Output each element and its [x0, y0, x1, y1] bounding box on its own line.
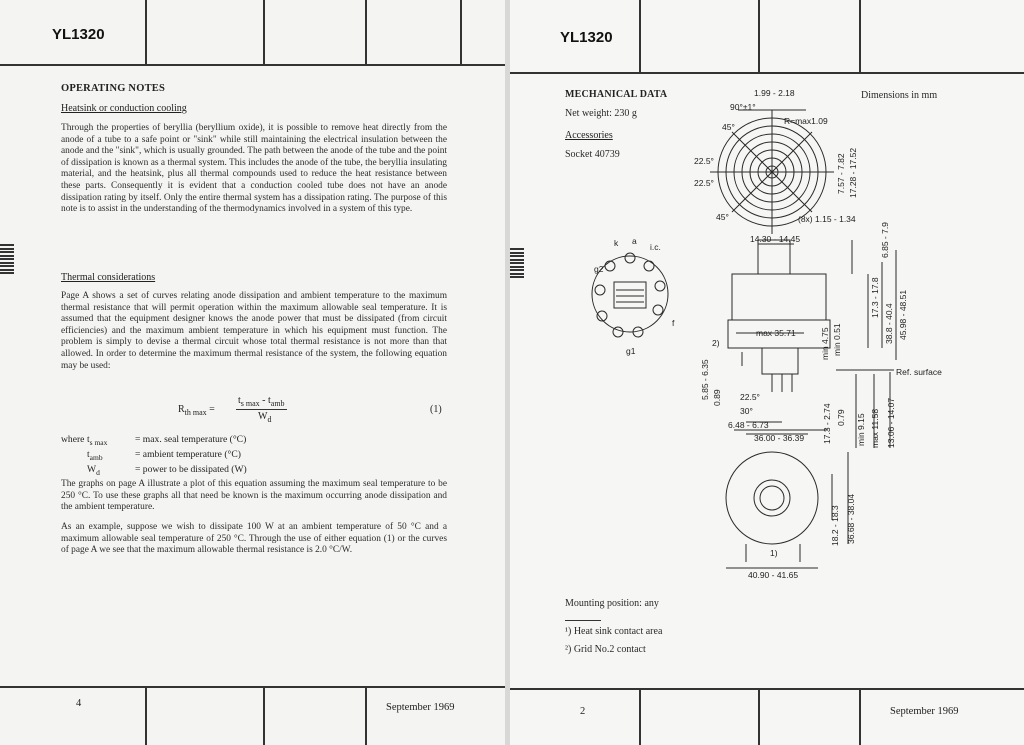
footer-date: September 1969	[890, 706, 959, 717]
right-page	[510, 0, 1024, 745]
socket: Socket 40739	[565, 149, 620, 160]
margin-marker	[0, 244, 14, 276]
dim-label: 1.99 - 2.18	[754, 88, 795, 98]
dim-label: 45°	[722, 122, 735, 132]
dimensions-note: Dimensions in mm	[861, 90, 938, 101]
dim-label: 22.5°	[694, 178, 714, 188]
where-row: $W_d$ = power to be dissipated (W)	[87, 463, 247, 477]
header-title: YL1320	[52, 26, 105, 43]
example-paragraph: As an example, suppose we wish to dissipate 100 W at an ambient temperature of 50 °C and a maximum allowable seal temperature of 250 °C. Through the use of either equation (1) or the curves of page A we see that the maximum allowable thermal resistance is 2.0 °C/W.	[61, 522, 447, 556]
dim-label: max 35.71	[756, 328, 796, 338]
dim-label: 0.79	[836, 409, 846, 426]
footnote-1: ¹) Heat sink contact area	[565, 626, 663, 637]
equation-number: (1)	[430, 404, 442, 415]
net-weight: Net weight: 230 g	[565, 108, 637, 119]
dim-label: 13.06 - 14.07	[886, 397, 896, 448]
note-label: 2)	[712, 338, 720, 348]
where-list	[61, 434, 247, 479]
dim-label: 14.30 - 14.45	[750, 234, 801, 244]
mech-title: MECHANICAL DATA	[565, 89, 668, 100]
equation: $R_{th max}$ = $t_{s max} - t_{amb}$ $W_d$ (1)	[178, 395, 442, 424]
dim-label: 36.68 - 38.04	[846, 493, 856, 544]
dim-label: min 0.51	[832, 323, 842, 356]
header-divider	[263, 0, 265, 64]
header-rule	[0, 64, 506, 66]
dim-label: 36.00 - 36.39	[754, 433, 805, 443]
dim-label: 45°	[716, 212, 729, 222]
pin-label: f	[672, 318, 675, 328]
pin-label: g1	[626, 346, 636, 356]
dim-label: 22.5°	[694, 156, 714, 166]
dim-label: R=max1.09	[784, 116, 828, 126]
note-label: 1)	[770, 548, 778, 558]
page-number: 2	[580, 706, 586, 717]
dim-label: min 4.75	[820, 327, 830, 360]
heatsink-paragraph: Through the properties of beryllia (beryllium oxide), it is possible to remove heat directly from the anode of a tube to a safe point or "sink" while still maintaining the electrical insulation between the anode and the "sink", which is usually grounded. The path between the anode of the tube and the point of dissipation is known as a thermal system. This includes the anode of the tube, the beryllia insulating material, and the heatsink, plus all thermal compounds used to reduce the heat resistance between these parts. Consequently it is evident that a conduction cooled tube does not have an anode dissipation rating by itself. Only the entire thermal system has a dissipation rating. The purpose of this note is to assist in the understanding of the thermodynamics involved in a system of this type.	[61, 123, 447, 215]
pin-label: k	[614, 238, 619, 248]
dim-label: Ref. surface	[896, 367, 942, 377]
dim-label: 6.85 - 7.9	[880, 222, 890, 258]
where-row: $t_{amb}$ = ambient temperature (°C)	[87, 448, 241, 462]
page-number: 4	[76, 698, 82, 709]
dim-label: 18.2 - 18.3	[830, 505, 840, 546]
footer-date: September 1969	[386, 702, 455, 713]
accessories-heading: Accessories	[565, 130, 613, 141]
section-title: OPERATING NOTES	[61, 83, 166, 94]
footer-divider	[758, 688, 760, 745]
footer-rule	[0, 686, 506, 688]
dim-label: (8x) 1.15 - 1.34	[798, 214, 856, 224]
thermal-paragraph: Page A shows a set of curves relating anode dissipation and ambient temperature to the maximum thermal resistance that will permit operation within the maximum allowable seal temperature. It is assumed that the equipment designer knows the anode power that must be dissipated (from circuit efficiencies) and the maximum ambient temperature in which his equipment must function. The problem is simply to devise a thermal circuit whose total thermal resistance is not more than that allowed. In order to determine the maximum thermal resistance of the system, the following equation may be used:	[61, 291, 447, 371]
left-page	[0, 0, 506, 745]
graphs-paragraph: The graphs on page A illustrate a plot of this equation assuming the maximum seal temperature to be 250 °C. To use these graphs all that need be known is the maximum occurring anode dissipation and the ambient temperature.	[61, 479, 447, 513]
header-divider	[460, 0, 462, 64]
header-divider	[145, 0, 147, 64]
dim-label: 6.48 - 6.73	[728, 420, 769, 430]
footer-divider	[263, 686, 265, 745]
dim-label: min 9.15	[856, 413, 866, 446]
footnote-2: ²) Grid No.2 contact	[565, 644, 646, 655]
dim-label: 22.5°	[740, 392, 760, 402]
footer-divider	[639, 688, 641, 745]
footer-divider	[145, 686, 147, 745]
footer-divider	[365, 686, 367, 745]
pin-label: a	[632, 236, 637, 246]
dim-label: 38.8 - 40.4	[884, 303, 894, 344]
header-divider	[365, 0, 367, 64]
dim-label: 5.85 - 6.35	[700, 359, 710, 400]
dim-label: 90°±1°	[730, 102, 756, 112]
mechanical-drawing	[510, 0, 1024, 600]
dim-label: 40.90 - 41.65	[748, 570, 799, 580]
footer-rule	[510, 688, 1024, 690]
dim-label: 7.57 - 7.82	[836, 153, 846, 194]
dim-label: 17.3 - 2.74	[822, 403, 832, 444]
where-row: where $t_{s max} = \max$. seal temperature (°C)	[61, 434, 247, 447]
pin-label: g2	[594, 264, 604, 274]
footer-divider	[859, 688, 861, 745]
dim-label: max 11.58	[870, 408, 880, 448]
dim-label: 45.98 - 48.51	[898, 289, 908, 340]
footnote-rule	[565, 620, 601, 621]
dim-label: 17.3 - 17.8	[870, 277, 880, 318]
heatsink-heading: Heatsink or conduction cooling	[61, 103, 187, 114]
thermal-heading: Thermal considerations	[61, 272, 156, 283]
dim-label: 0.89	[712, 389, 722, 406]
mounting-position: Mounting position: any	[565, 598, 659, 609]
header-title: YL1320	[560, 29, 613, 46]
pin-label: i.c.	[650, 242, 661, 252]
dim-label: 17.28 - 17.52	[848, 147, 858, 198]
dim-label: 30°	[740, 406, 753, 416]
